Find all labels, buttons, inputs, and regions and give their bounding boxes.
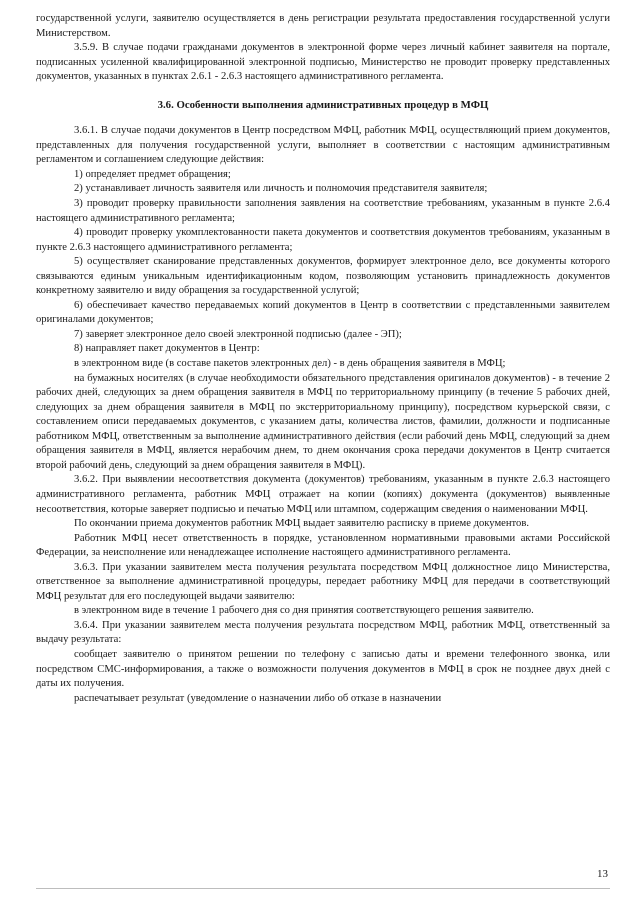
list-item-4: 4) проводит проверку укомплектованности пакета документов и соответствия документов требованиям, указанным в пункте 2.6.3 настоящего административного регламента; bbox=[36, 227, 610, 253]
paragraph-electronic-form: в электронном виде в течение 1 рабочего дня со дня принятия соответствующего решения заявителю. bbox=[74, 605, 534, 617]
list-item-8: 8) направляет пакет документов в Центр: bbox=[74, 343, 260, 355]
list-item-3: 3) проводит проверку правильности заполнения заявления на соответствие требованиям, указанным в пункте 2.6.4 настоящего административного регламента; bbox=[36, 198, 610, 224]
page-number: 13 bbox=[597, 868, 608, 880]
paragraph-continuation: государственной услуги, заявителю осуществляется в день регистрации результата предоставления государственной услуги Министерством. bbox=[36, 13, 610, 39]
list-subitem-electronic: в электронном виде (в составе пакетов электронных дел) - в день обращения заявителя в МФЦ; bbox=[74, 358, 506, 370]
list-item-1: 1) определяет предмет обращения; bbox=[74, 168, 231, 180]
paragraph-print: распечатывает результат (уведомление о назначении либо об отказе в назначении bbox=[74, 692, 442, 704]
paragraph-receipt: По окончании приема документов работник МФЦ выдает заявителю расписку в приеме документов. bbox=[74, 518, 529, 530]
list-item-6: 6) обеспечивает качество передаваемых копий документов в Центр в соответствии с представленными заявителем оригиналами документов; bbox=[36, 299, 610, 326]
paragraph-3-6-4: 3.6.4. При указании заявителем места получения результата посредством МФЦ, работник МФЦ, ответственный за выдачу результата: bbox=[36, 619, 610, 646]
footer-divider bbox=[36, 888, 610, 889]
paragraph-3-6-2: 3.6.2. При выявлении несоответствия документа (документов) требованиям, указанным в пункте 2.6.3 настоящего административного регламента, работник МФЦ отражает на копии (копиях) документа (документов) выявленные несоответствия, которые заверяет подписью и печатью МФЦ или штампом, содержащим сведения о наименовании МФЦ. bbox=[36, 474, 610, 515]
list-item-7: 7) заверяет электронное дело своей электронной подписью (далее - ЭП); bbox=[74, 328, 402, 340]
document-page bbox=[36, 12, 610, 706]
paragraph-3-6-3: 3.6.3. При указании заявителем места получения результата посредством МФЦ должностное лицо Министерства, ответственное за выполнение административной процедуры, передает работнику МФЦ для передачи в соответствующий МФЦ результат для его последующей выдачи заявителю: bbox=[36, 561, 610, 602]
paragraph-responsibility: Работник МФЦ несет ответственность в порядке, установленном нормативными правовыми актами Российской Федерации, за неисполнение или ненадлежащее исполнение настоящего административного регламента. bbox=[36, 532, 610, 559]
list-subitem-paper: на бумажных носителях (в случае необходимости обязательного представления оригиналов документов) - в течение 2 рабочих дней, следующих за днем обращения заявителя в МФЦ по территориальному принципу (в течение 5 рабочих дней, следующих за днем обращения заявителя в МФЦ по экстерриториальному принципу), посредством курьерской связи, с составлением описи передаваемых документов, с указанием даты, количества листов, фамилии, должности и подписанные работником МФЦ, ответственным за выполнение административного действия (если рабочий день МФЦ, следующий за днем обращения заявителя в МФЦ, является нерабочим днем, то днем окончания срока передачи документов в Центр считается второй рабочий день, следующий за днем обращения заявителя в МФЦ). bbox=[36, 372, 610, 471]
paragraph-3-6-1: 3.6.1. В случае подачи документов в Центр посредством МФЦ, работник МФЦ, осуществляющий прием документов, представленных для получения государственной услуги, выполняет в соответствии с настоящим административным регламентом и соглашением следующие действия: bbox=[36, 125, 610, 166]
list-item-2: 2) устанавливает личность заявителя или личность и полномочия представителя заявителя; bbox=[74, 183, 488, 195]
paragraph-3-5-9: 3.5.9. В случае подачи гражданами документов в электронной форме через личный кабинет заявителя на портале, подписанных усиленной квалифицированной электронной подписью, Министерство не проводит проверку представленных документов, указанных в пунктах 2.6.1 - 2.6.3 настоящего административного регламента. bbox=[36, 42, 610, 83]
list-item-5: 5) осуществляет сканирование представленных документов, формирует электронное дело, все документы которого связываются единым уникальным идентификационным кодом, позволяющим установить принадлежность документов конкретному заявителю и виду обращения за государственной услугой; bbox=[36, 256, 610, 297]
section-heading: 3.6. Особенности выполнения административных процедур в МФЦ bbox=[157, 98, 489, 111]
paragraph-notify: сообщает заявителю о принятом решении по телефону с записью даты и времени телефонного звонка, или посредством СМС-информирования, а также о возможности получения документов в МФЦ в срок не позднее двух дней с даты их получения. bbox=[36, 648, 610, 690]
